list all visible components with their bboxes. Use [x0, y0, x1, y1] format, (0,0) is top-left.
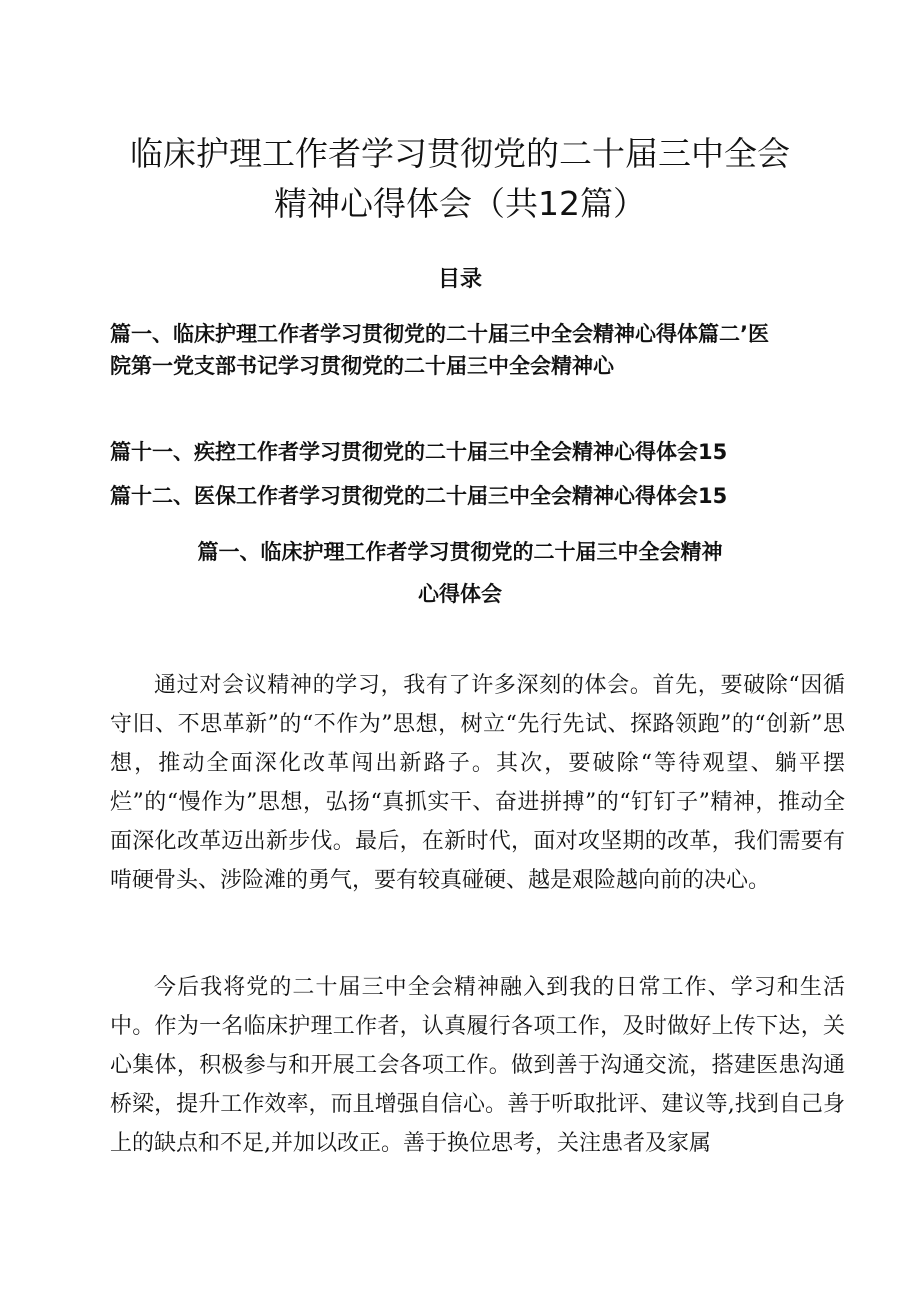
toc-heading: 目录 — [437, 267, 482, 292]
section-title-line-1: 篇一、临床护理工作者学习贯彻党的二十届三中全会精神 — [197, 540, 723, 564]
document-title-line-2: 精神心得体会（共12篇） — [274, 184, 646, 223]
toc-entry: 篇一、临床护理工作者学习贯彻党的二十届三中全会精神心得体篇二’医 — [110, 322, 769, 346]
toc-entry: 院第一党支部书记学习贯彻党的二十届三中全会精神心 — [110, 354, 614, 378]
section-title-line-2: 心得体会 — [418, 582, 502, 606]
toc-entry: 篇十一、疾控工作者学习贯彻党的二十届三中全会精神心得体会15 — [110, 440, 728, 464]
body-paragraph: 通过对会议精神的学习，我有了许多深刻的体会。首先，要破除“因循守旧、不思革新”的“不作为”思想，树立“先行先试、探路领跑”的“创新”思想，推动全面深化改革闯出新路子。其次，要破除“等待观望、躺平摆烂”的“慢作为”思想，弘扬“真抓实干、奋进拼搏”的“钉钉子”精神，推动全面深化改革迈出新步伐。最后，在新时代，面对攻坚期的改革，我们需要有啃硬骨头、涉险滩的勇气，要有较真碰硬、越是艰险越向前的决心。 — [110, 673, 845, 893]
document-title-line-1: 临床护理工作者学习贯彻党的二十届三中全会 — [130, 134, 790, 173]
body-paragraph: 今后我将党的二十届三中全会精神融入到我的日常工作、学习和生活中。作为一名临床护理工作者，认真履行各项工作，及时做好上传下达，关心集体，积极参与和开展工会各项工作。做到善于沟通交流，搭建医患沟通桥梁，提升工作效率，而且增强自信心。善于听取批评、建议等,找到自己身上的缺点和不足,并加以改正。善于换位思考，关注患者及家属 — [110, 975, 845, 1156]
toc-entry: 篇十二、医保工作者学习贯彻党的二十届三中全会精神心得体会15 — [110, 484, 728, 508]
